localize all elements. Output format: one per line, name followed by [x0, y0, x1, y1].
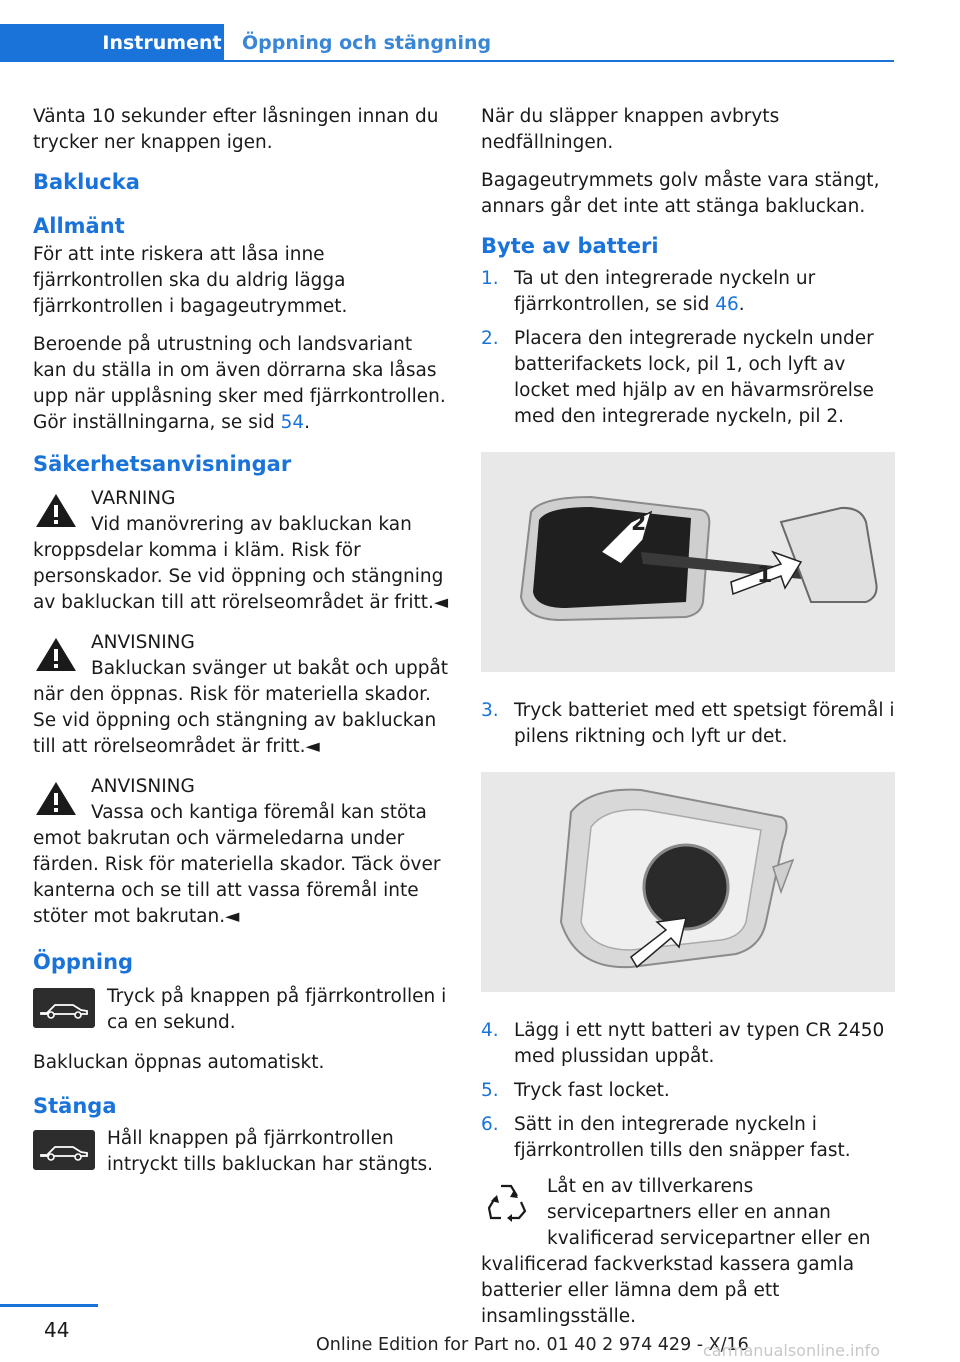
warning-2-title: ANVISNING	[91, 632, 195, 653]
list-item	[481, 266, 895, 318]
page-link-46[interactable]: 46	[715, 294, 739, 315]
footer-rule	[0, 1304, 98, 1307]
warning-3-title: ANVISNING	[91, 776, 195, 797]
heading-oppning: Öppning	[33, 950, 134, 974]
recycle-note	[481, 1174, 895, 1330]
intro-paragraph: Vänta 10 sekunder efter låsningen innan du trycker ner knappen igen.	[33, 106, 439, 153]
allmant-p2-text: Beroende på utrustning och landsvariant kan du ställa in om även dörrarna ska låsas upp när upplåsning sker med fjärrkontrollen. Gör inställningarna, se sid	[33, 334, 446, 433]
watermark: carmanualsonline.info	[703, 1341, 881, 1360]
step-text: Ta ut den integrerade nyckeln ur fjärrkontrollen, se sid	[514, 268, 816, 315]
warning-2-text: Bakluckan svänger ut bakåt och uppåt när den öppnas. Risk för materiella skador. Se vid öppning och stängning av bakluckan till att rörelseområdet är fritt.◄	[33, 658, 449, 757]
allmant-paragraph-2	[33, 332, 450, 436]
warning-block-2	[33, 630, 450, 760]
recycle-text: Låt en av tillverkarens servicepartners eller en annan kvalificerad servicepartner eller en kvalificerad fackverkstad kassera gamla batterier eller lämna dem på ett insamlingsställe.	[481, 1176, 871, 1327]
stanga-block	[33, 1126, 450, 1178]
warning-1-text: Vid manövrering av bakluckan kan kroppsdelar komma i kläm. Risk för personskador. Se vid öppning och stängning av bakluckan till att rörelseområdet är fritt.◄	[33, 514, 449, 613]
right-paragraph-2: Bagageutrymmets golv måste vara stängt, annars går det inte att stänga bakluckan.	[481, 170, 880, 217]
warning-icon	[33, 490, 79, 530]
trunk-button-icon	[33, 988, 95, 1028]
step-number: 2.	[481, 328, 499, 349]
header-accent-block	[0, 24, 100, 62]
battery-steps-list-cont	[481, 698, 895, 750]
page-header	[0, 24, 960, 64]
right-column	[481, 104, 895, 1330]
header-tab-instrument[interactable]: Instrument	[100, 24, 224, 62]
warning-block-3	[33, 774, 450, 930]
warning-icon	[33, 634, 79, 674]
edition-text: Online Edition for Part no. 01 40 2 974 429 - X/16	[316, 1335, 749, 1355]
heading-stanga: Stänga	[33, 1094, 117, 1118]
step-number: 6.	[481, 1114, 499, 1135]
heading-allmant: Allmänt	[33, 214, 125, 238]
stanga-text: Håll knappen på fjärrkontrollen intryckt tills bakluckan har stängts.	[107, 1128, 434, 1175]
step-text: Sätt in den integrerade nyckeln i fjärrkontrollen tills den snäpper fast.	[514, 1114, 851, 1161]
step-text: Placera den integrerade nyckeln under batterifackets lock, pil 1, och lyft av locket med hjälp av en hävarmsrörelse med den integrerade nyckeln, pil 2.	[514, 328, 874, 427]
warning-1-title: VARNING	[91, 488, 176, 509]
step-number: 3.	[481, 700, 499, 721]
allmant-p2-end: .	[304, 412, 311, 433]
arrow-2-label: 2	[631, 511, 647, 536]
list-item	[481, 326, 895, 430]
warning-3-text: Vassa och kantiga föremål kan stöta emot bakrutan och värmeledarna under färden. Risk för materiella skador. Täck över kanterna och se till att vassa föremål inte stöter mot bakrutan.◄	[33, 802, 441, 927]
figure-battery	[481, 772, 895, 992]
figure-key-cover	[481, 452, 895, 672]
step-number: 5.	[481, 1080, 499, 1101]
list-item	[481, 1078, 895, 1104]
step-number: 1.	[481, 268, 499, 289]
header-section-title[interactable]: Öppning och stängning	[242, 32, 492, 54]
recycle-icon	[481, 1176, 533, 1228]
list-item	[481, 1112, 895, 1164]
warning-icon	[33, 778, 79, 818]
step-text: Tryck batteriet med ett spetsigt föremål i pilens riktning och lyft ur det.	[514, 700, 895, 747]
warning-block-1	[33, 486, 450, 616]
left-column	[33, 104, 450, 1192]
oppning-after-text: Bakluckan öppnas automatiskt.	[33, 1052, 325, 1073]
oppning-text: Tryck på knappen på fjärrkontrollen i ca en sekund.	[107, 986, 447, 1033]
battery-steps-list	[481, 266, 895, 430]
battery-steps-list-end	[481, 1018, 895, 1164]
oppning-block	[33, 984, 450, 1036]
allmant-paragraph-1: För att inte riskera att låsa inne fjärrkontrollen ska du aldrig lägga fjärrkontrollen i bagageutrymmet.	[33, 244, 348, 317]
step-text-end: .	[738, 294, 745, 315]
step-number: 4.	[481, 1020, 499, 1041]
list-item	[481, 1018, 895, 1070]
page-link-54[interactable]: 54	[280, 412, 305, 433]
right-paragraph-1: När du släpper knappen avbryts nedfällningen.	[481, 106, 780, 153]
list-item	[481, 698, 895, 750]
heading-sakerhetsanvisningar: Säkerhetsanvisningar	[33, 452, 292, 476]
trunk-button-icon	[33, 1130, 95, 1170]
page-number: 44	[44, 1318, 70, 1342]
heading-baklucka: Baklucka	[33, 170, 140, 194]
heading-byte-av-batteri: Byte av batteri	[481, 234, 659, 258]
arrow-1-label: 1	[757, 563, 773, 588]
header-rule	[224, 60, 894, 62]
step-text: Tryck fast locket.	[514, 1080, 670, 1101]
step-text: Lägg i ett nytt batteri av typen CR 2450 med plussidan uppåt.	[514, 1020, 885, 1067]
